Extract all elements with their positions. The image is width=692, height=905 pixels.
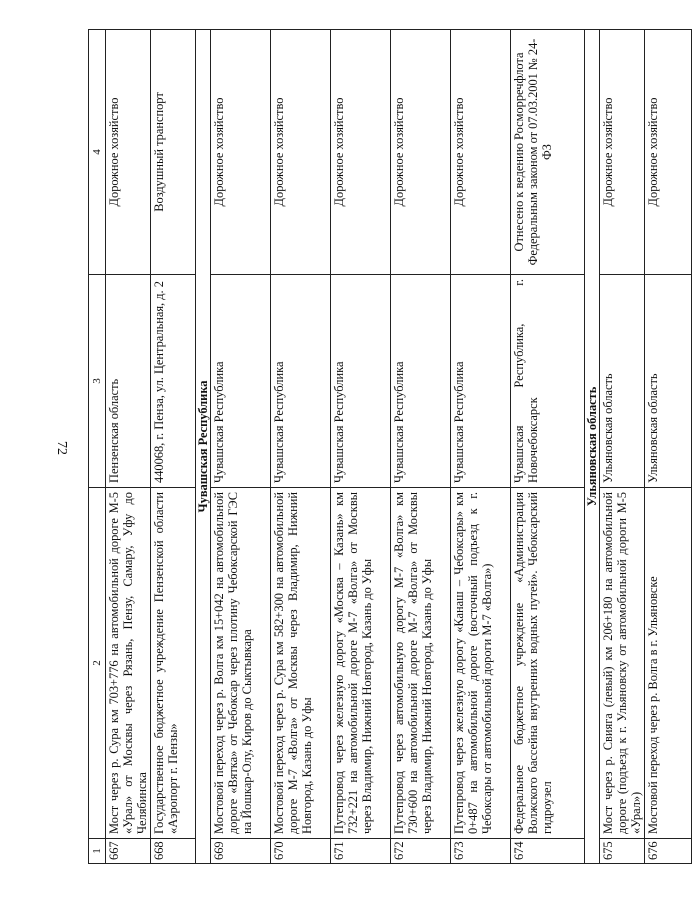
row-number: 673 bbox=[451, 839, 511, 864]
register-table bbox=[88, 29, 692, 864]
row-number: 670 bbox=[271, 839, 331, 864]
header-col-2: 2 bbox=[89, 488, 106, 839]
table-row bbox=[331, 30, 391, 864]
object-category: Отнесено к ведению Росморречфлота Федеральным законом от 07.03.2001 № 24-ФЗ bbox=[511, 30, 585, 275]
row-number: 671 bbox=[331, 839, 391, 864]
row-number: 672 bbox=[391, 839, 451, 864]
table-row bbox=[106, 30, 151, 864]
object-name: Мостовой переход через р. Волга км 15+042 на автомобильной дороге «Вятка» от Чебоксар через плотину Чебоксарской ГЭС на Йошкар-Олу, Киров до Сыктывкара bbox=[211, 488, 271, 839]
object-category: Дорожное хозяйство bbox=[391, 30, 451, 275]
object-location: Ульяновская область bbox=[600, 275, 645, 488]
object-name: Мостовой переход через р. Сура км 582+300 на автомобильной дороге М-7 «Волга» от Москвы через Владимир, Нижний Новгород, Казань до Уфы bbox=[271, 488, 331, 839]
header-col-1: 1 bbox=[89, 839, 106, 864]
object-location: 440068, г. Пенза, ул. Центральная, д. 2 bbox=[151, 275, 196, 488]
row-number: 668 bbox=[151, 839, 196, 864]
row-number: 676 bbox=[645, 839, 692, 864]
section-title: Чувашская Республика bbox=[196, 30, 211, 864]
table-header-row bbox=[89, 30, 106, 864]
object-location: Пензенская область bbox=[106, 275, 151, 488]
row-number: 669 bbox=[211, 839, 271, 864]
section-row bbox=[585, 30, 600, 864]
table-row bbox=[645, 30, 692, 864]
object-category: Дорожное хозяйство bbox=[451, 30, 511, 275]
section-row bbox=[196, 30, 211, 864]
object-location: Ульяновская область bbox=[645, 275, 692, 488]
object-name: Путепровод через автомобильную дорогу М-7 «Волга» км 730+600 на автомобильной дороге М-7 «Волга» от Москвы через Владимир, Нижний Новгород, Казань до Уфы bbox=[391, 488, 451, 839]
table-row bbox=[511, 30, 585, 864]
object-name: Мост через р. Сура км 703+776 на автомобильной дороге М-5 «Урал» от Москвы через Рязань, Пензу, Самару, Уфу до Челябинска bbox=[106, 488, 151, 839]
header-col-4: 4 bbox=[89, 30, 106, 275]
object-location: Чувашская Республика bbox=[391, 275, 451, 488]
object-category: Воздушный транспорт bbox=[151, 30, 196, 275]
row-number: 674 bbox=[511, 839, 585, 864]
object-category: Дорожное хозяйство bbox=[271, 30, 331, 275]
rotated-page-content bbox=[88, 30, 660, 864]
table-row bbox=[271, 30, 331, 864]
object-category: Дорожное хозяйство bbox=[600, 30, 645, 275]
object-location: Чувашская Республика bbox=[331, 275, 391, 488]
table-row bbox=[391, 30, 451, 864]
table-row bbox=[151, 30, 196, 864]
object-category: Дорожное хозяйство bbox=[645, 30, 692, 275]
table-row bbox=[211, 30, 271, 864]
object-name: Мост через р. Свияга (левый) км 206+180 на автомобильной дороге (подъезд к г. Ульяновску от автомобильной дороги М-5 «Урал») bbox=[600, 488, 645, 839]
page-number: 72 bbox=[54, 441, 69, 455]
table-row bbox=[451, 30, 511, 864]
object-name: Мостовой переход через р. Волга в г. Ульяновске bbox=[645, 488, 692, 839]
object-category: Дорожное хозяйство bbox=[211, 30, 271, 275]
row-number: 675 bbox=[600, 839, 645, 864]
object-location: Чувашская Республика bbox=[211, 275, 271, 488]
register-table-body bbox=[89, 30, 692, 864]
object-category: Дорожное хозяйство bbox=[331, 30, 391, 275]
object-location: Чувашская Республика bbox=[451, 275, 511, 488]
object-name: Государственное бюджетное учреждение Пензенской области «Аэропорт г. Пензы» bbox=[151, 488, 196, 839]
header-col-3: 3 bbox=[89, 275, 106, 488]
object-name: Путепровод через железную дорогу «Москва – Казань» км 732+221 на автомобильной дороге М-7 «Волга» от Москвы через Владимир, Нижний Новгород, Казань до Уфы bbox=[331, 488, 391, 839]
object-name: Путепровод через железную дорогу «Канаш – Чебоксары» км 0+487 на автомобильной дороге (восточный подъезд к г. Чебоксары от автомобильной дороги М-7 «Волга») bbox=[451, 488, 511, 839]
section-title: Ульяновская область bbox=[585, 30, 600, 864]
object-location: Чувашская Республика bbox=[271, 275, 331, 488]
object-location: Чувашская Республика, г. Новочебоксарск bbox=[511, 275, 585, 488]
object-category: Дорожное хозяйство bbox=[106, 30, 151, 275]
object-name: Федеральное бюджетное учреждение «Администрация Волжского бассейна внутренних водных путей». Чебоксарский гидроузел bbox=[511, 488, 585, 839]
table-row bbox=[600, 30, 645, 864]
row-number: 667 bbox=[106, 839, 151, 864]
